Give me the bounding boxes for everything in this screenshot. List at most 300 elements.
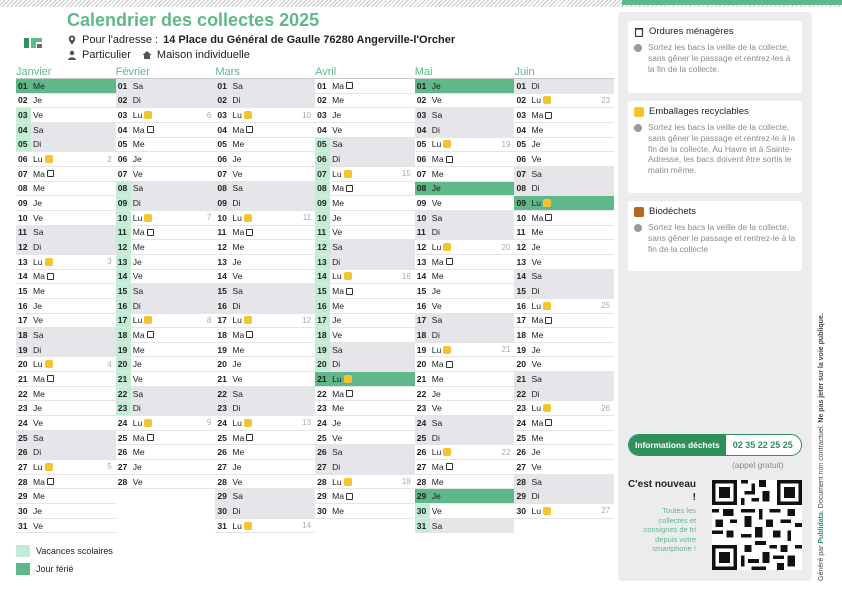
trash-bin-icon xyxy=(47,273,54,280)
generated-by: Généré par xyxy=(818,545,825,581)
day-number: 22 xyxy=(217,388,227,399)
day-number: 31 xyxy=(415,519,430,533)
day-number: 02 xyxy=(18,95,28,106)
weekday: Ve xyxy=(332,432,343,443)
day-row xyxy=(116,460,216,475)
weekday: Je xyxy=(531,447,541,458)
weekday: Ve xyxy=(132,271,143,282)
weekday: Ve xyxy=(531,461,542,472)
day-row xyxy=(514,182,614,197)
weekday: Me xyxy=(232,447,245,458)
weekday: Je xyxy=(132,256,142,267)
weekday: Di xyxy=(132,198,141,209)
week-number: 16 xyxy=(401,271,411,281)
day-number: 22 xyxy=(317,388,327,399)
recycle-bin-icon xyxy=(443,243,451,251)
weekday: Me xyxy=(431,373,444,384)
day-row xyxy=(514,211,614,226)
recycle-bin-icon xyxy=(443,448,451,456)
weekday: Ma xyxy=(431,256,444,267)
day-row xyxy=(215,504,315,519)
day-number: 14 xyxy=(116,270,131,284)
day-number: 19 xyxy=(116,343,131,357)
weekday: Sa xyxy=(232,491,243,502)
day-row xyxy=(514,504,614,519)
day-row xyxy=(315,357,415,372)
day-row xyxy=(16,401,116,416)
day-number: 24 xyxy=(217,417,227,428)
weekday: Ve xyxy=(132,168,143,179)
day-number: 06 xyxy=(315,152,330,166)
day-row xyxy=(16,196,116,211)
day-number: 18 xyxy=(116,328,131,342)
day-number: 16 xyxy=(18,300,28,311)
day-row xyxy=(116,108,216,123)
day-number: 30 xyxy=(415,504,430,518)
day-number: 10 xyxy=(315,211,330,225)
weekday: Lu xyxy=(531,505,541,516)
trash-bin-icon xyxy=(634,27,644,37)
day-row xyxy=(315,343,415,358)
day-row xyxy=(315,94,415,109)
day-row xyxy=(415,94,515,109)
weekday: Sa xyxy=(332,242,343,253)
card-biodechets-title: Biodéchets xyxy=(649,206,697,217)
recycle-bin-icon xyxy=(144,419,152,427)
weekday: Me xyxy=(332,300,345,311)
day-row xyxy=(215,475,315,490)
day-number: 01 xyxy=(317,80,327,91)
day-row xyxy=(315,182,415,197)
week-number: 7 xyxy=(206,213,212,223)
week-number: 20 xyxy=(501,242,511,252)
day-row xyxy=(215,255,315,270)
day-row xyxy=(116,270,216,285)
day-row xyxy=(514,489,614,504)
day-number: 07 xyxy=(315,167,330,181)
day-row xyxy=(315,328,415,343)
day-number: 26 xyxy=(217,447,227,458)
day-row xyxy=(514,138,614,153)
weekday: Sa xyxy=(431,110,443,121)
trash-bin-icon xyxy=(147,126,154,133)
day-row xyxy=(116,284,216,299)
day-row xyxy=(514,431,614,446)
weekday: Sa xyxy=(33,329,44,340)
weekday: Me xyxy=(132,447,145,458)
trash-bin-icon xyxy=(545,112,552,119)
day-row xyxy=(16,182,116,197)
day-row xyxy=(116,328,216,343)
phone-number[interactable]: 02 35 22 25 25 xyxy=(732,440,793,450)
day-row xyxy=(16,343,116,358)
day-row xyxy=(415,152,515,167)
month-column xyxy=(415,65,515,533)
day-number: 27 xyxy=(117,461,128,472)
day-number: 19 xyxy=(416,344,427,355)
weekday: Je xyxy=(132,359,142,370)
day-number: 03 xyxy=(217,110,227,121)
day-number: 11 xyxy=(18,227,28,238)
day-number: 14 xyxy=(315,270,330,284)
weekday: Sa xyxy=(431,212,443,223)
day-row xyxy=(215,79,315,94)
weekday: Ve xyxy=(232,271,243,282)
day-number: 09 xyxy=(116,196,131,210)
new-title: C'est nouveau ! xyxy=(628,479,696,503)
day-number: 23 xyxy=(516,403,526,414)
day-row xyxy=(415,138,515,153)
day-row xyxy=(415,357,515,372)
weekday: Je xyxy=(33,505,43,516)
day-row xyxy=(514,475,614,490)
legal-note-1: Document non contractuel. xyxy=(818,424,825,509)
day-number: 04 xyxy=(416,124,427,135)
day-number: 17 xyxy=(516,315,526,326)
weekday: Sa xyxy=(132,183,144,194)
day-row xyxy=(415,387,515,402)
profile-value: Particulier xyxy=(82,49,131,61)
day-row xyxy=(116,255,216,270)
day-number: 20 xyxy=(217,359,227,370)
weekday: Me xyxy=(332,95,345,106)
week-number: 8 xyxy=(206,315,212,325)
day-row xyxy=(116,314,216,329)
day-number: 08 xyxy=(516,183,526,194)
day-row xyxy=(315,255,415,270)
recycle-bin-icon xyxy=(244,316,252,324)
day-row xyxy=(514,299,614,314)
day-row xyxy=(415,504,515,519)
day-row xyxy=(116,79,216,94)
weekday: Ma xyxy=(132,227,145,238)
day-row xyxy=(315,416,415,431)
free-call-note: (appel gratuit) xyxy=(732,460,784,470)
day-row xyxy=(415,416,515,431)
day-row xyxy=(415,108,515,123)
day-number: 15 xyxy=(116,284,131,298)
day-row xyxy=(215,196,315,211)
weekday: Lu xyxy=(332,168,342,179)
day-number: 26 xyxy=(117,447,128,458)
day-number: 20 xyxy=(116,357,131,371)
weekday: Me xyxy=(431,476,444,487)
weekday: Je xyxy=(431,183,441,194)
qr-code-icon[interactable] xyxy=(712,480,802,570)
day-number: 05 xyxy=(416,139,427,150)
day-row xyxy=(215,152,315,167)
legend-vacances xyxy=(16,545,113,557)
card-emballages-text: Sortez les bacs la veille de la collecte, sans gêner le passage et rentrez-le à la fin de la collecte. Au Havre et à Sainte-Adresse, les bacs doivent être sortis le matin même. xyxy=(648,122,796,175)
day-row xyxy=(215,284,315,299)
weekday: Lu xyxy=(232,417,242,428)
day-number: 18 xyxy=(18,329,28,340)
weekday: Me xyxy=(33,80,45,91)
trash-bin-icon xyxy=(246,331,253,338)
trash-bin-icon xyxy=(446,258,453,265)
month-column xyxy=(215,65,315,533)
day-row xyxy=(116,138,216,153)
day-row xyxy=(16,108,116,123)
day-number: 18 xyxy=(217,329,227,340)
day-row xyxy=(116,343,216,358)
legend-ferie xyxy=(16,563,74,575)
day-number: 13 xyxy=(18,256,28,267)
day-row xyxy=(16,255,116,270)
weekday: Sa xyxy=(132,388,144,399)
day-number: 06 xyxy=(18,154,28,165)
day-number: 22 xyxy=(116,387,131,401)
day-row xyxy=(116,416,216,431)
recycle-bin-icon xyxy=(144,214,152,222)
week-number: 26 xyxy=(601,403,611,413)
day-row xyxy=(415,343,515,358)
day-row xyxy=(315,196,415,211)
weekday: Me xyxy=(33,183,45,194)
day-number: 25 xyxy=(317,432,327,443)
day-number: 13 xyxy=(416,256,427,267)
day-row xyxy=(514,460,614,475)
recycle-bin-icon xyxy=(543,404,551,412)
weekday: Di xyxy=(232,403,241,414)
trash-bin-icon xyxy=(147,331,154,338)
weekday: Me xyxy=(531,432,544,443)
weekday: Di xyxy=(132,403,141,414)
day-number: 20 xyxy=(416,359,427,370)
day-number: 10 xyxy=(116,211,131,225)
day-row xyxy=(215,240,315,255)
day-number: 19 xyxy=(18,344,28,355)
day-number: 05 xyxy=(315,138,330,152)
day-row xyxy=(215,94,315,109)
day-number: 10 xyxy=(217,212,227,223)
day-number: 24 xyxy=(18,417,28,428)
weekday: Je xyxy=(232,359,242,370)
day-row xyxy=(16,519,116,534)
recycle-bin-icon xyxy=(45,258,53,266)
weekday: Je xyxy=(132,154,142,165)
weekday: Ma xyxy=(531,212,544,223)
day-number: 04 xyxy=(516,124,526,135)
recycle-bin-icon xyxy=(244,214,252,222)
month-column xyxy=(16,65,116,533)
day-number: 08 xyxy=(116,182,131,196)
weekday: Lu xyxy=(132,212,143,223)
calendar-grid xyxy=(16,65,614,533)
weekday: Je xyxy=(431,80,441,91)
weekday: Di xyxy=(431,432,440,443)
weekday: Ve xyxy=(232,476,243,487)
card-emballages-title: Emballages recyclables xyxy=(649,106,749,117)
day-number: 13 xyxy=(217,256,227,267)
card-biodechets xyxy=(628,201,802,271)
recycle-bin-icon xyxy=(144,111,152,119)
day-number: 30 xyxy=(516,505,526,516)
day-row xyxy=(116,299,216,314)
weekday: Sa xyxy=(232,286,243,297)
day-number: 11 xyxy=(516,227,526,238)
day-row xyxy=(116,152,216,167)
month-name: Avril xyxy=(315,65,415,79)
trash-bin-icon xyxy=(545,419,552,426)
weekday: Ma xyxy=(132,124,145,135)
day-row xyxy=(315,445,415,460)
day-row xyxy=(415,314,515,329)
day-number: 01 xyxy=(217,80,227,91)
weekday: Je xyxy=(332,110,342,121)
recycle-bin-icon xyxy=(244,111,252,119)
month-name: Janvier xyxy=(16,65,116,79)
weekday: Je xyxy=(232,256,242,267)
day-number: 11 xyxy=(217,227,227,238)
day-row xyxy=(215,226,315,241)
day-number: 02 xyxy=(317,95,327,106)
day-row xyxy=(215,314,315,329)
day-number: 04 xyxy=(317,124,327,135)
day-number: 15 xyxy=(516,286,526,297)
weekday: Sa xyxy=(431,417,443,428)
day-number: 30 xyxy=(18,505,28,516)
weekday: Di xyxy=(332,154,341,165)
week-number: 13 xyxy=(302,418,312,428)
weekday: Ma xyxy=(332,388,345,399)
day-row xyxy=(415,475,515,490)
weekday: Ma xyxy=(332,491,345,502)
day-row xyxy=(315,489,415,504)
day-row xyxy=(315,79,415,94)
weekday: Je xyxy=(33,95,43,106)
weekday: Ve xyxy=(332,227,343,238)
new-description: Toutes les collectes et consignes de tri depuis votre smartphone ! xyxy=(643,506,696,554)
week-number: 9 xyxy=(206,418,212,428)
day-number: 08 xyxy=(18,183,28,194)
weekday: Me xyxy=(431,271,444,282)
day-row xyxy=(215,416,315,431)
day-number: 15 xyxy=(217,286,227,297)
weekday: Lu xyxy=(232,520,242,531)
weekday: Di xyxy=(232,95,241,106)
weekday: Ma xyxy=(531,417,544,428)
day-number: 20 xyxy=(18,359,28,370)
day-number: 25 xyxy=(416,432,427,443)
weekday: Me xyxy=(33,388,45,399)
month-name: Février xyxy=(116,65,216,79)
day-row xyxy=(16,152,116,167)
weekday: Di xyxy=(332,256,341,267)
trash-bin-icon xyxy=(346,390,353,397)
day-number: 18 xyxy=(416,329,427,340)
day-row xyxy=(415,123,515,138)
day-row xyxy=(514,387,614,402)
publidata-brand: Publidata. xyxy=(818,510,825,544)
day-row xyxy=(16,138,116,153)
day-row xyxy=(16,284,116,299)
day-row xyxy=(514,328,614,343)
day-row xyxy=(415,240,515,255)
weekday: Lu xyxy=(431,447,442,458)
recycle-bin-icon xyxy=(45,155,53,163)
weekday: Ve xyxy=(431,198,442,209)
weekday: Di xyxy=(33,242,42,253)
weekday: Ma xyxy=(232,124,245,135)
weekday: Ma xyxy=(132,432,145,443)
weekday: Me xyxy=(332,403,345,414)
day-row xyxy=(315,475,415,490)
day-number: 13 xyxy=(516,256,526,267)
card-ordures-title: Ordures ménagères xyxy=(649,26,734,37)
recycle-bin-icon xyxy=(443,346,451,354)
week-number: 10 xyxy=(302,110,312,120)
weekday: Sa xyxy=(132,80,144,91)
weekday: Ma xyxy=(531,110,544,121)
day-row xyxy=(514,94,614,109)
new-app-box xyxy=(628,473,806,573)
weekday: Lu xyxy=(232,110,242,121)
day-number: 26 xyxy=(18,447,28,458)
weekday: Ve xyxy=(33,520,44,531)
weekday: Sa xyxy=(132,286,144,297)
day-number: 04 xyxy=(16,123,31,137)
weekday: Ve xyxy=(33,212,44,223)
weekday: Je xyxy=(232,154,242,165)
address-label: Pour l'adresse : xyxy=(82,34,159,46)
trash-bin-icon xyxy=(246,126,253,133)
weekday: Di xyxy=(33,139,42,150)
day-row xyxy=(215,372,315,387)
day-row xyxy=(215,123,315,138)
day-row xyxy=(315,284,415,299)
day-number: 24 xyxy=(117,417,128,428)
info-dechets-bar[interactable] xyxy=(628,434,802,456)
day-number: 09 xyxy=(516,198,526,209)
legal-vertical-text xyxy=(818,313,825,581)
weekday: Me xyxy=(531,124,544,135)
gear-icon xyxy=(634,44,642,52)
day-row xyxy=(415,445,515,460)
weekday: Lu xyxy=(531,403,541,414)
day-number: 01 xyxy=(516,80,526,91)
day-number: 28 xyxy=(117,476,128,487)
recycle-bin-icon xyxy=(45,360,53,368)
weekday: Di xyxy=(332,359,341,370)
day-number: 01 xyxy=(117,80,128,91)
weekday: Je xyxy=(33,198,43,209)
day-row xyxy=(415,431,515,446)
day-row xyxy=(16,123,116,138)
day-number: 29 xyxy=(18,491,28,502)
day-number: 20 xyxy=(315,357,330,371)
day-number: 05 xyxy=(16,138,31,152)
day-row xyxy=(215,489,315,504)
weekday: Ma xyxy=(232,227,245,238)
day-number: 16 xyxy=(217,300,227,311)
trash-bin-icon xyxy=(346,288,353,295)
month-name: Mai xyxy=(415,65,515,79)
weekday: Lu xyxy=(33,461,43,472)
day-number: 03 xyxy=(416,110,427,121)
day-number: 23 xyxy=(416,403,427,414)
day-row xyxy=(215,401,315,416)
day-row xyxy=(215,167,315,182)
day-number: 16 xyxy=(416,300,427,311)
day-number: 22 xyxy=(516,388,526,399)
day-row xyxy=(116,357,216,372)
day-number: 17 xyxy=(18,315,28,326)
trash-bin-icon xyxy=(47,478,54,485)
week-number: 27 xyxy=(601,506,611,516)
weekday: Sa xyxy=(33,124,44,135)
weekday: Sa xyxy=(531,271,542,282)
